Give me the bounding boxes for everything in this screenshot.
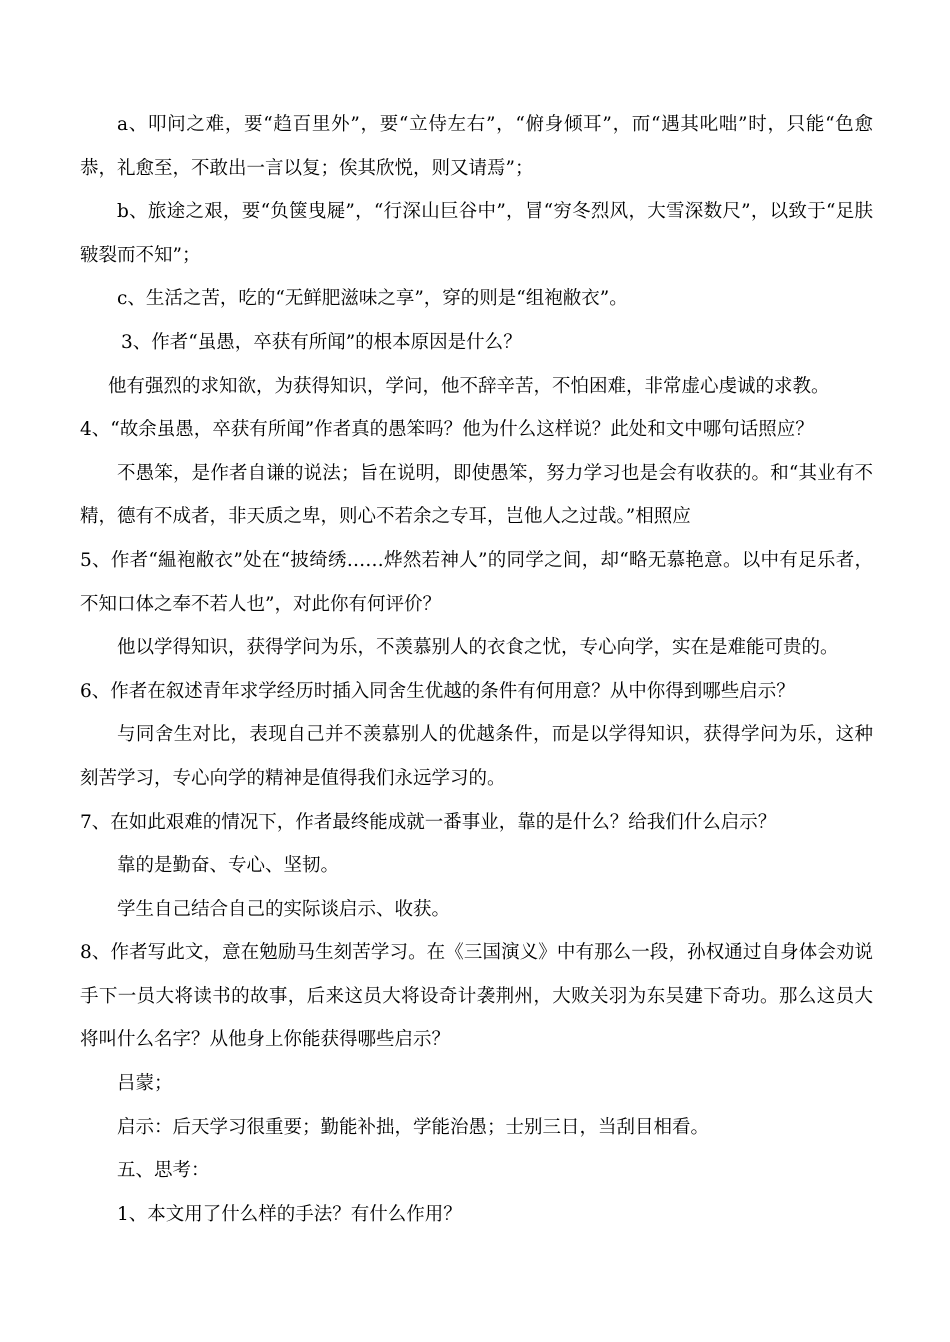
question-8: 8、作者写此文，意在勉励马生刻苦学习。在《三国演义》中有那么一段，孙权通过自身体会劝说手下一员大将读书的故事，后来这员大将设奇计袭荆州，大败关羽为东吴建下奇功。那么这员大将叫什么名字？从他身上你能获得哪些启示？ xyxy=(80,942,873,1051)
answer-5: 他以学得知识，获得学问为乐，不羡慕别人的衣食之忧，专心向学，实在是难能可贵的。 xyxy=(117,637,839,659)
section-heading-think: 五、思考： xyxy=(117,1160,210,1182)
answer-7-part-1: 靠的是勤奋、专心、坚韧。 xyxy=(117,855,340,877)
think-question-1: 1、本文用了什么样的手法？有什么作用？ xyxy=(117,1203,462,1225)
answer-6: 与同舍生对比，表现自己并不羡慕别人的优越条件，而是以学得知识，获得学问为乐，这种刻苦学习，专心向学的精神是值得我们永远学习的。 xyxy=(80,724,873,789)
paragraph-c-hardship-of-living: c、生活之苦，吃的“无鲜肥滋味之享”，穿的则是“组袍敝衣”。 xyxy=(117,288,628,310)
answer-4: 不愚笨，是作者自谦的说法；旨在说明，即使愚笨，努力学习也是会有收获的。和“其业有不精，德有不成者，非天质之卑，则心不若余之专耳，岂他人之过哉。”相照应 xyxy=(80,462,873,528)
answer-8-inspiration: 启示：后天学习很重要；勤能补拙，学能治愚；士别三日，当刮目相看。 xyxy=(117,1116,710,1138)
answer-7-part-2: 学生自己结合自己的实际谈启示、收获。 xyxy=(117,898,451,920)
question-4: 4、“故余虽愚，卒获有所闻”作者真的愚笨吗？他为什么这样说？此处和文中哪句话照应？ xyxy=(80,419,814,441)
question-7: 7、在如此艰难的情况下，作者最终能成就一番事业，靠的是什么？给我们什么启示？ xyxy=(80,811,777,833)
question-3: 3、作者“虽愚，卒获有所闻”的根本原因是什么？ xyxy=(121,331,522,353)
question-6: 6、作者在叙述青年求学经历时插入同舍生优越的条件有何用意？从中你得到哪些启示？ xyxy=(80,680,795,702)
question-5: 5、作者“緼袍敝衣”处在“披绮绣……烨然若神人”的同学之间，却“略无慕艳意。以中有足乐者，不知口体之奉不若人也”，对此你有何评价？ xyxy=(80,549,873,615)
paragraph-b-hardship-of-travel: b、旅途之艰，要“负箧曳屣”，“行深山巨谷中”，冒“穷冬烈风，大雪深数尺”，以致于“足肤皲裂而不知”； xyxy=(80,201,873,266)
answer-8-name: 吕蒙； xyxy=(117,1073,173,1095)
paragraph-a-hardship-of-inquiry: a、叩问之难，要“趋百里外”，要“立侍左右”，“俯身倾耳”，而“遇其叱咄”时，只能“色愈恭，礼愈至，不敢出一言以复；俟其欣悦，则又请焉”； xyxy=(80,114,873,179)
answer-3: 他有强烈的求知欲，为获得知识，学问，他不辞辛苦，不怕困难，非常虚心虔诚的求教。 xyxy=(108,375,830,397)
document-body xyxy=(80,103,873,1236)
